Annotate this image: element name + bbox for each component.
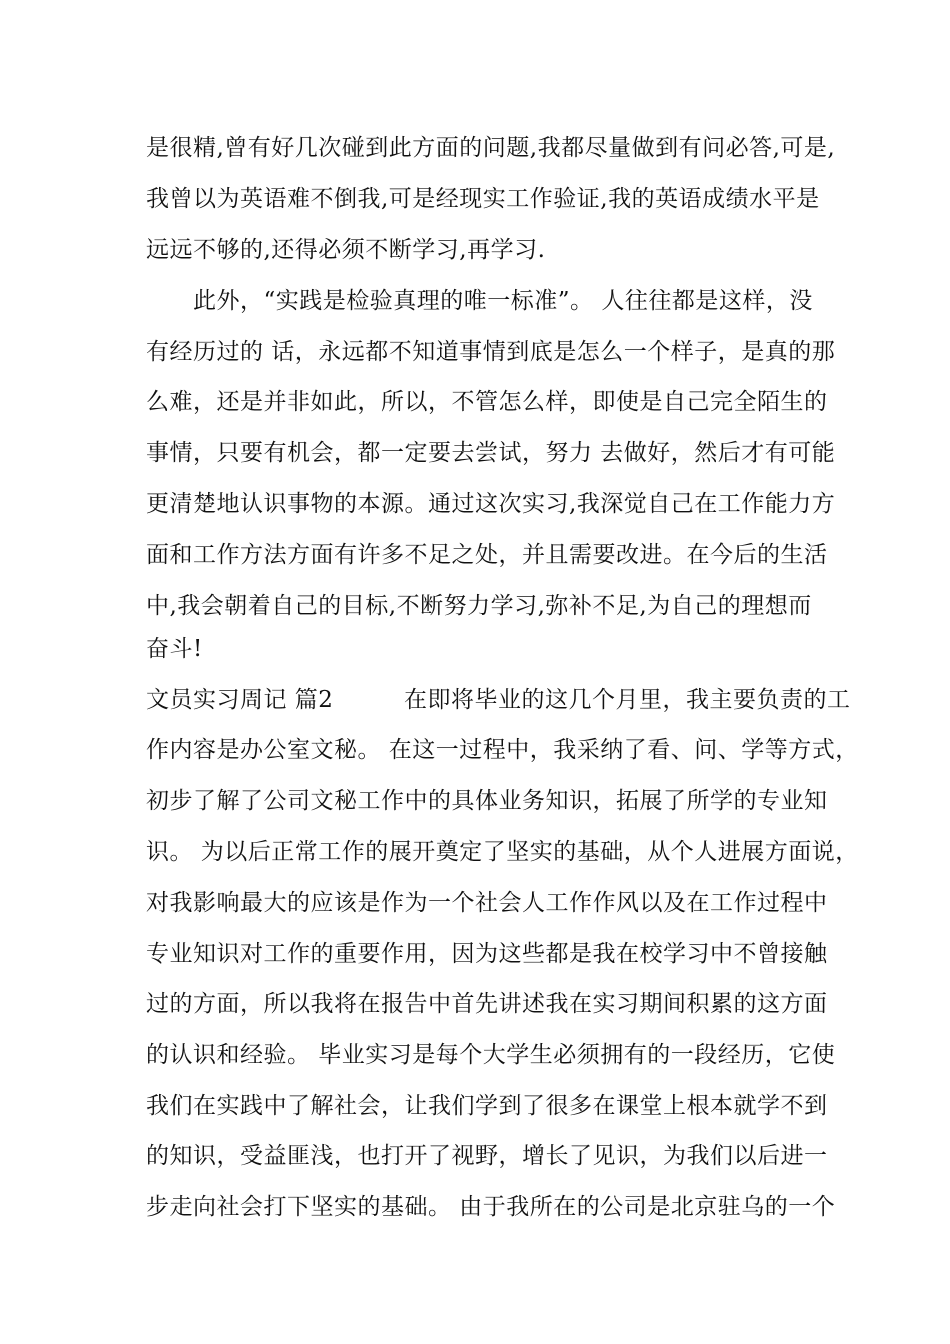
- text-line: 我曾以为英语难不倒我,可是经现实工作验证,我的英语成绩水平是: [146, 186, 820, 212]
- text-line: 此外，“实践是检验真理的唯一标准”。 人往往都是这样，没: [146, 288, 813, 314]
- text-line: 事情，只要有机会，都一定要去尝试，努力 去做好，然后才有可能: [146, 440, 836, 466]
- text-line: 步走向社会打下坚实的基础。 由于我所在的公司是北京驻乌的一个: [146, 1194, 836, 1220]
- text-line: 识。 为以后正常工作的展开奠定了坚实的基础，从个人进展方面说，: [146, 839, 859, 865]
- text-line: 有经历过的 话，永远都不知道事情到底是怎么一个样子，是真的那: [146, 339, 836, 365]
- text-line: 的认识和经验。 毕业实习是每个大学生必须拥有的一段经历，它使: [146, 1042, 836, 1068]
- text-line: 远远不够的,还得必须不断学习,再学习.: [146, 237, 546, 263]
- text-line: 中,我会朝着自己的目标,不断努力学习,弥补不足,为自己的理想而: [146, 593, 812, 619]
- text-line: 文员实习周记 篇2 在即将毕业的这几个月里，我主要负责的工: [146, 687, 851, 713]
- text-line: 专业知识对工作的重要作用，因为这些都是我在校学习中不曾接触: [146, 941, 828, 967]
- text-line: 作内容是办公室文秘。 在这一过程中，我采纳了看、问、学等方式，: [146, 737, 859, 763]
- text-line: 面和工作方法方面有许多不足之处，并且需要改进。在今后的生活: [146, 542, 828, 568]
- text-line: 奋斗!: [146, 636, 203, 662]
- text-line: 的知识，受益匪浅，也打开了视野，增长了见识，为我们以后进一: [146, 1143, 828, 1169]
- text-line: 更清楚地认识事物的本源。通过这次实习,我深觉自己在工作能力方: [146, 491, 836, 517]
- text-line: 是很精,曾有好几次碰到此方面的问题,我都尽量做到有问必答,可是,: [146, 135, 836, 161]
- text-line: 么难，还是并非如此，所以，不管怎么样，即使是自己完全陌生的: [146, 389, 828, 415]
- text-line: 初步了解了公司文秘工作中的具体业务知识，拓展了所学的专业知: [146, 788, 828, 814]
- text-line: 我们在实践中了解社会，让我们学到了很多在课堂上根本就学不到: [146, 1093, 828, 1119]
- text-line: 对我影响最大的应该是作为一个社会人工作作风以及在工作过程中: [146, 890, 828, 916]
- text-line: 过的方面，所以我将在报告中首先讲述我在实习期间积累的这方面: [146, 991, 828, 1017]
